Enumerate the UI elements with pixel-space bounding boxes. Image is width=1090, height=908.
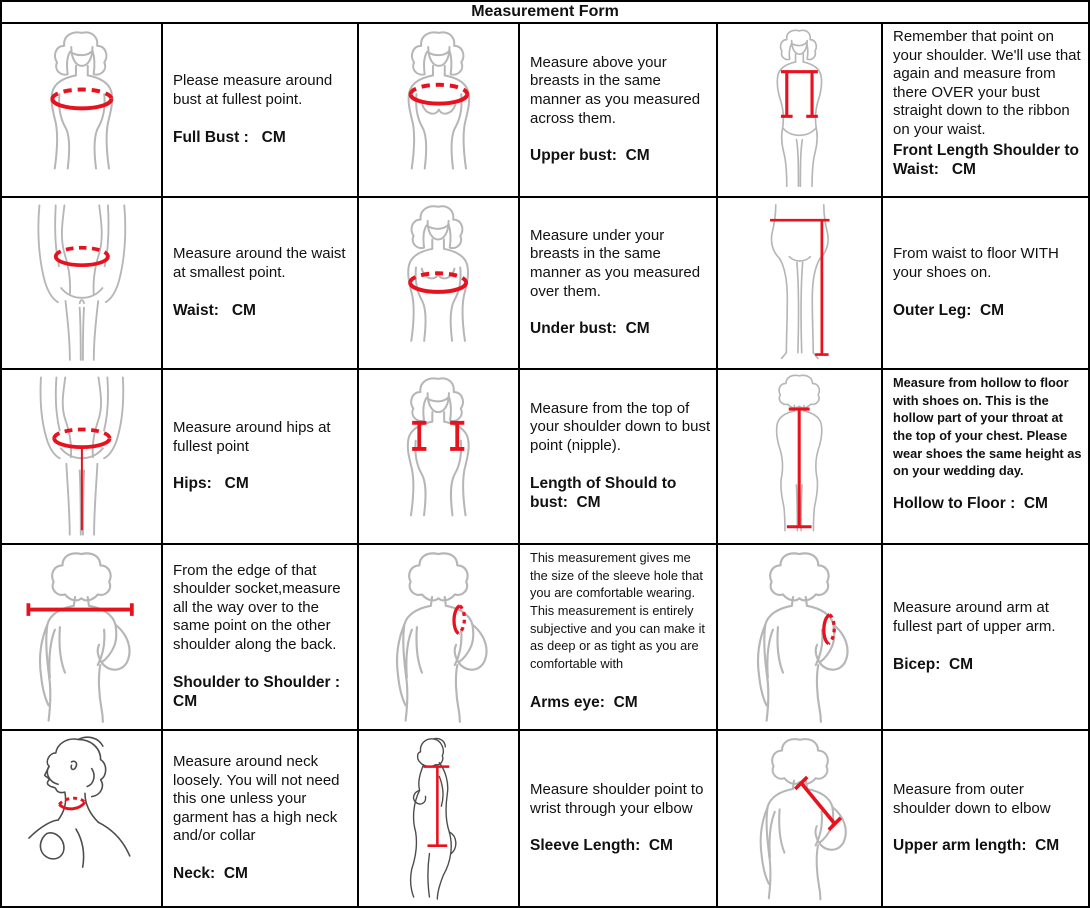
neck-diagram xyxy=(2,731,161,906)
instruction-text: Measure around neck loosely. You will not need this one unless your garment has a high neck and/or collar xyxy=(173,753,344,845)
measurement-label: Shoulder to Shoulder : CM xyxy=(173,673,345,711)
hips-diagram xyxy=(2,370,161,543)
instruction-text: From waist to floor WITH your shoes on. xyxy=(893,245,1064,282)
measurement-label: Sleeve Length: CM xyxy=(530,837,673,855)
outer-leg-diagram xyxy=(718,198,881,368)
hips-instructions xyxy=(163,370,357,543)
waist-instructions xyxy=(163,198,357,368)
under-bust-diagram xyxy=(359,198,518,368)
instruction-text: Measure from the top of your shoulder down to bust point (nipple). xyxy=(530,399,715,454)
instruction-text: Measure above your breasts in the same manner as you measured across them. xyxy=(530,53,705,127)
upper-bust-diagram xyxy=(359,24,518,196)
page-title: Measurement Form xyxy=(2,2,1088,22)
instruction-text: Measure from hollow to floor with shoes on. This is the hollow part of your throat at the top of your chest. Please wear shoes the same height as on your wedding day. xyxy=(893,375,1086,479)
instruction-text: Please measure around bust at fullest point. xyxy=(173,72,337,109)
full-bust-diagram xyxy=(2,24,161,196)
upper-arm-length-instructions xyxy=(883,731,1088,906)
measurement-label: Upper bust: CM xyxy=(530,147,650,165)
measurement-label: Waist: CM xyxy=(173,301,256,319)
instruction-text: Measure around the waist at smallest point. xyxy=(173,245,350,282)
measurement-label: Under bust: CM xyxy=(530,320,650,338)
bicep-instructions xyxy=(883,545,1088,729)
under-bust-instructions xyxy=(520,198,716,368)
measurement-label: Length of Should to bust: CM xyxy=(530,474,681,512)
hollow-to-floor-diagram xyxy=(718,370,881,543)
shoulder-to-bust-diagram xyxy=(359,370,518,543)
sleeve-length-instructions xyxy=(520,731,716,906)
full-bust-instructions xyxy=(163,24,357,196)
bicep-diagram xyxy=(718,545,881,729)
instruction-text: Measure shoulder point to wrist through your elbow xyxy=(530,780,708,817)
instruction-text: Remember that point on your shoulder. We'll use that again and measure from there OVER your bust straight down to the ribbon on your waist. xyxy=(893,28,1085,138)
waist-diagram xyxy=(2,198,161,368)
measurement-label: Hollow to Floor : CM xyxy=(893,494,1048,512)
instruction-text: Measure under your breasts in the same manner as you measured over them. xyxy=(530,226,705,300)
measurement-label: Neck: CM xyxy=(173,865,248,883)
sleeve-length-diagram xyxy=(359,731,518,906)
upper-bust-instructions xyxy=(520,24,716,196)
measurement-label: Hips: CM xyxy=(173,475,249,493)
measurement-label: Arms eye: CM xyxy=(530,693,638,711)
hollow-to-floor-instructions xyxy=(883,370,1088,543)
instruction-text: Measure from outer shoulder down to elbow xyxy=(893,780,1051,817)
instruction-text: From the edge of that shoulder socket,measure all the way over to the same point on the other shoulder along the back. xyxy=(173,561,345,654)
instruction-text: Measure around hips at fullest point xyxy=(173,418,335,455)
measurement-label: Upper arm length: CM xyxy=(893,837,1060,855)
measurement-label: Full Bust : CM xyxy=(173,128,286,146)
measurement-label: Outer Leg: CM xyxy=(893,301,1005,319)
front-length-diagram xyxy=(718,24,881,196)
neck-instructions xyxy=(163,731,357,906)
instruction-text: Measure around arm at fullest part of upper arm. xyxy=(893,599,1056,636)
arms-eye-diagram xyxy=(359,545,518,729)
arms-eye-instructions xyxy=(520,545,716,729)
upper-arm-length-diagram xyxy=(718,731,881,906)
measurement-label: Bicep: CM xyxy=(893,655,974,673)
shoulder-to-bust-instructions xyxy=(520,370,716,543)
instruction-text: This measurement gives me the size of the sleeve hole that you are comfortable wearing. This measurement is entirely subjective and you can make it as deep or as tight as you are comfortable with xyxy=(530,550,709,671)
outer-leg-instructions xyxy=(883,198,1088,368)
front-length-instructions xyxy=(883,24,1088,196)
shoulder-to-shoulder-instructions xyxy=(163,545,357,729)
shoulder-to-shoulder-diagram xyxy=(2,545,161,729)
measurement-label: Front Length Shoulder to Waist: CM xyxy=(893,141,1084,179)
